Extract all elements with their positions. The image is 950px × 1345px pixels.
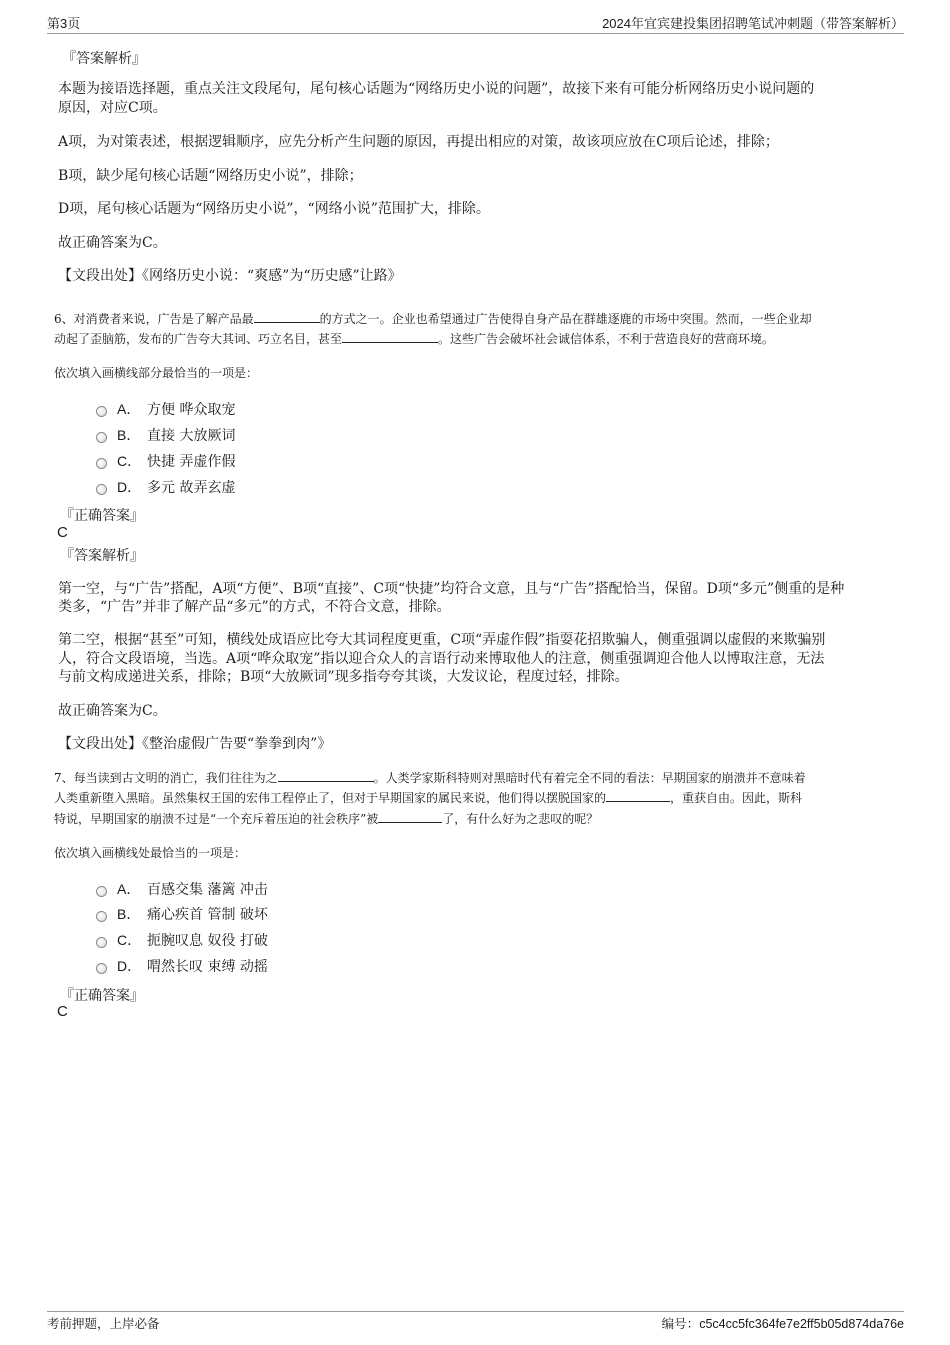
fill-blank [254,310,320,323]
q6-analysis-para2-line1: 第二空，根据“甚至”可知，横线处成语应比夸大其词程度更重，C项“弄虚作假”指耍花招欺骗人，侧重强调以虚假的来欺骗别 [58,632,826,648]
q6-analysis-label: 『答案解析』 [60,548,144,564]
q7-option-d[interactable]: D． 喟然长叹 束缚 动摇 [96,956,268,976]
radio-button[interactable] [96,458,107,469]
q6-analysis-para2-line2: 人，符合文段语境，当选。A项“哗众取宠”指以迎合众人的言语行动来博取他人的注意，侧重强调迎合他人以博取注意，无法 [58,651,825,667]
q5-analysis-para1-line1: 本题为接语选择题，重点关注文段尾句，尾句核心话题为“网络历史小说的问题”，故接下来有可能分析网络历史小说问题的 [58,81,815,97]
q6-option-d[interactable]: D． 多元 故弄玄虚 [96,477,235,497]
radio-button[interactable] [96,432,107,443]
q6-option-a[interactable]: A． 方便 哗众取宠 [96,399,235,419]
radio-button[interactable] [96,963,107,974]
q7-stem-line2: 人类重新堕入黑暗。虽然集权王国的宏伟工程停止了，但对于早期国家的属民来说，他们得以摆脱国家的 ，重获自由。因此，斯科 [54,791,803,805]
q5-analysis-option-d: D项，尾句核心话题为“网络历史小说”，“网络小说”范围扩大，排除。 [58,201,490,217]
q6-source: 【文段出处】《整治虚假广告要“拳拳到肉”》 [58,736,332,752]
q5-analysis-option-a: A项，为对策表述，根据逻辑顺序，应先分析产生问题的原因，再提出相应的对策，故该项应放在C项后论述，排除； [58,134,779,150]
fill-blank [342,330,438,343]
q6-answer-label: 『正确答案』 [60,508,144,524]
q6-analysis-para2-line3: 与前文构成递进关系，排除；B项“大放厥词”现多指夸夸其谈，大发议论，程度过轻，排除。 [58,669,629,685]
q7-option-b[interactable]: B． 痛心疾首 管制 破坏 [96,904,268,924]
fill-blank [378,810,442,823]
q6-conclusion: 故正确答案为C。 [58,703,167,719]
page-number: 第3页 [47,16,81,31]
q5-analysis-label: 『答案解析』 [62,51,146,67]
radio-button[interactable] [96,484,107,495]
q6-analysis-para1-line1: 第一空，与“广告”搭配，A项“方便”、B项“直接”、C项“快捷”均符合文意，且与“广告”搭配恰当，保留。D项“多元”侧重的是种 [58,581,845,597]
document-code: 编号：c5c4cc5fc364fe7e2ff5b05d874da76e [661,1316,904,1331]
footer-slogan: 考前押题，上岸必备 [47,1316,160,1331]
q7-stem-line3: 特说，早期国家的崩溃不过是“一个充斥着压迫的社会秩序”被 了，有什么好为之悲叹的呢？ [54,812,599,826]
radio-button[interactable] [96,886,107,897]
q7-prompt: 依次填入画横线处最恰当的一项是： [54,846,247,860]
q7-option-a[interactable]: A． 百感交集 藩篱 冲击 [96,879,268,899]
q6-option-b[interactable]: B． 直接 大放厥词 [96,425,235,445]
q6-stem-line2: 动起了歪脑筋，发布的广告夸大其词、巧立名目，甚至 。这些广告会破坏社会诚信体系，不利于营造良好的营商环境。 [54,332,775,346]
q7-option-c[interactable]: C． 扼腕叹息 奴役 打破 [96,930,268,950]
q7-answer-label: 『正确答案』 [60,988,144,1004]
q5-analysis-para1-line2: 原因，对应C项。 [58,100,167,116]
page-footer [47,1311,904,1336]
q6-prompt: 依次填入画横线部分最恰当的一项是： [54,366,259,380]
radio-button[interactable] [96,911,107,922]
q6-option-c[interactable]: C． 快捷 弄虚作假 [96,451,235,471]
page-header [47,13,904,34]
radio-button[interactable] [96,937,107,948]
document-title: 2024年宜宾建投集团招聘笔试冲刺题（带答案解析） [602,16,904,31]
q5-analysis-option-b: B项，缺少尾句核心话题“网络历史小说”，排除； [58,168,363,184]
q6-answer: C [57,524,68,541]
q7-answer: C [57,1003,68,1020]
q7-stem-line1: 7、每当读到古文明的消亡，我们往往为之 。人类学家斯科特则对黑暗时代有着完全不同的看法：早期国家的崩溃并不意味着 [54,771,806,785]
q5-source: 【文段出处】《网络历史小说：“爽感”为“历史感”让路》 [58,268,402,284]
q6-analysis-para1-line2: 类多，“广告”并非了解产品“多元”的方式，不符合文意，排除。 [58,599,451,615]
q6-stem-line1: 6、对消费者来说，广告是了解产品最 的方式之一。企业也希望通过广告使得自身产品在群雄逐鹿的市场中突围。然而，一些企业却 [54,312,812,326]
q5-conclusion: 故正确答案为C。 [58,235,167,251]
radio-button[interactable] [96,406,107,417]
fill-blank [606,789,670,802]
fill-blank [278,769,374,782]
